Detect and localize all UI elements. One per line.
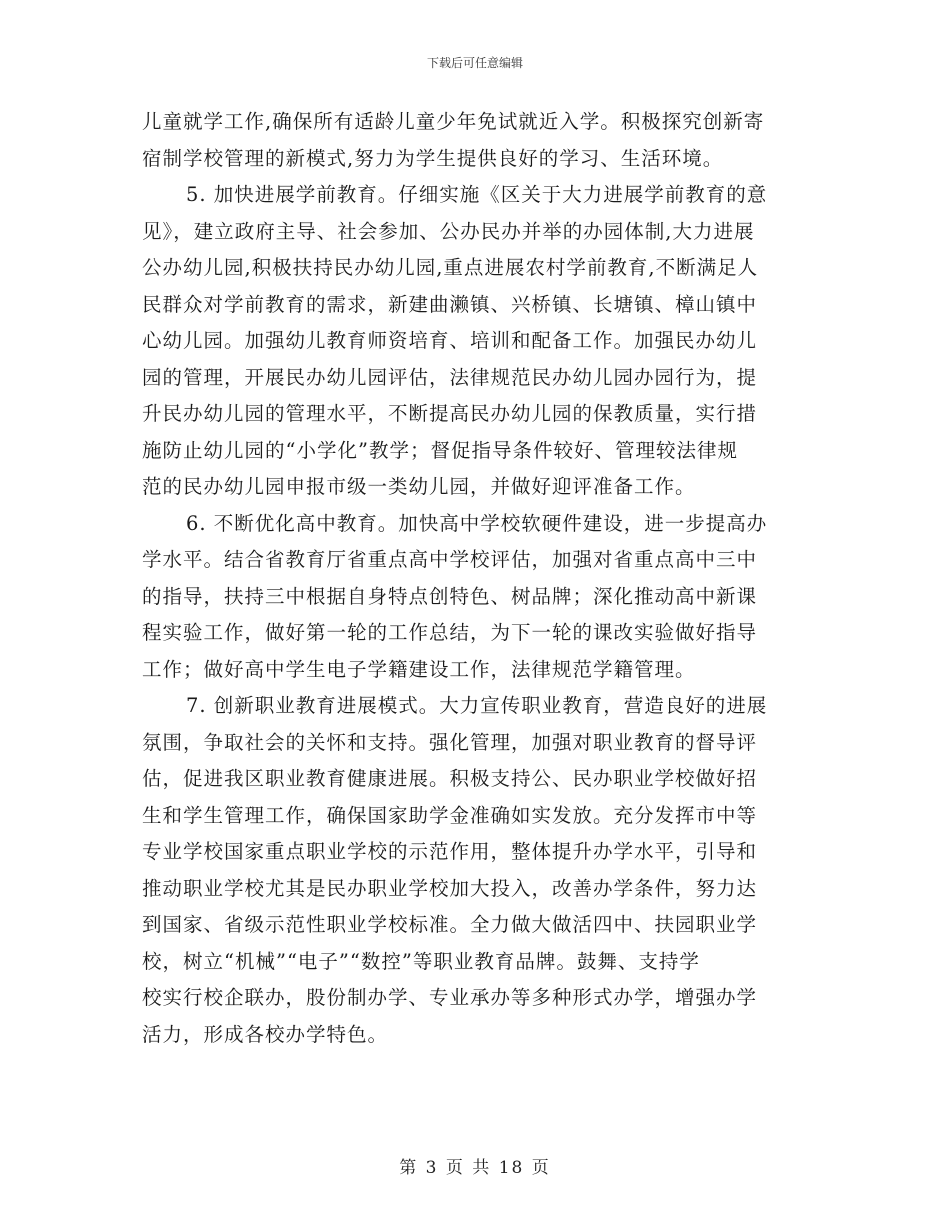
text-line: 的指导，扶持三中根据自身特点创特色、树品牌；深化推动高中新课 <box>142 584 758 608</box>
text-line: 生和学生管理工作，确保国家助学金准确如实发放。充分发挥市中等 <box>142 803 758 827</box>
text-line: 施防止幼儿园的“小学化”教学；督促指导条件较好、管理较法律规 <box>142 438 738 462</box>
text-line: 见》，建立政府主导、社会参加、公办民办并举的办园体制,大力进展 <box>142 219 755 243</box>
text-line: 范的民办幼儿园申报市级一类幼儿园，并做好迎评准备工作。 <box>142 475 696 498</box>
page-header: 下载后可任意编辑 <box>426 56 523 70</box>
text-line: 校，树立“机械”“电子”“数控”等职业教育品牌。鼓舞、支持学 <box>142 949 700 973</box>
text-line: 学水平。结合省教育厅省重点高中学校评估，加强对省重点高中三中 <box>142 548 758 571</box>
text-line: 估，促进我区职业教育健康进展。积极支持公、民办职业学校做好招 <box>142 767 758 790</box>
text-line: 5. 加快进展学前教育。仔细实施《区关于大力进展学前教育的意 <box>186 183 768 206</box>
text-line: 氛围，争取社会的关怀和支持。强化管理，加强对职业教育的督导评 <box>142 730 758 754</box>
text-line: 民群众对学前教育的需求，新建曲濑镇、兴桥镇、长塘镇、樟山镇中 <box>142 292 758 316</box>
text-line: 升民办幼儿园的管理水平，不断提高民办幼儿园的保教质量，实行措 <box>142 402 758 425</box>
text-line: 校实行校企联办，股份制办学、专业承办等多种形式办学，增强办学 <box>142 986 758 1009</box>
text-line: 专业学校国家重点职业学校的示范作用，整体提升办学水平，引导和 <box>142 840 758 863</box>
document-body <box>142 104 810 1053</box>
text-line: 推动职业学校尤其是民办职业学校加大投入，改善办学条件，努力达 <box>142 876 758 900</box>
text-line: 宿制学校管理的新模式,努力为学生提供良好的学习、生活环境。 <box>142 146 724 170</box>
text-line: 到国家、省级示范性职业学校标准。全力做大做活四中、扶园职业学 <box>142 913 758 936</box>
text-line: 程实验工作，做好第一轮的工作总结，为下一轮的课改实验做好指导 <box>142 621 758 644</box>
text-line: 7. 创新职业教育进展模式。大力宣传职业教育，营造良好的进展 <box>186 694 768 717</box>
text-line: 6. 不断优化高中教育。加快高中学校软硬件建设，进一步提高办 <box>186 511 768 535</box>
text-line: 儿童就学工作,确保所有适龄儿童少年免试就近入学。积极探究创新寄 <box>142 110 765 133</box>
text-line: 公办幼儿园,积极扶持民办幼儿园,重点进展农村学前教育,不断满足人 <box>142 256 759 279</box>
text-line: 心幼儿园。加强幼儿教育师资培育、培训和配备工作。加强民办幼儿 <box>142 329 758 352</box>
text-line: 园的管理，开展民办幼儿园评估，法律规范民办幼儿园办园行为，提 <box>142 365 758 389</box>
text-line: 工作；做好高中学生电子学籍建设工作，法律规范学籍管理。 <box>142 657 696 681</box>
text-line: 活力，形成各校办学特色。 <box>142 1022 389 1046</box>
page-number-footer: 第 3 页 共 18 页 <box>399 1158 551 1178</box>
